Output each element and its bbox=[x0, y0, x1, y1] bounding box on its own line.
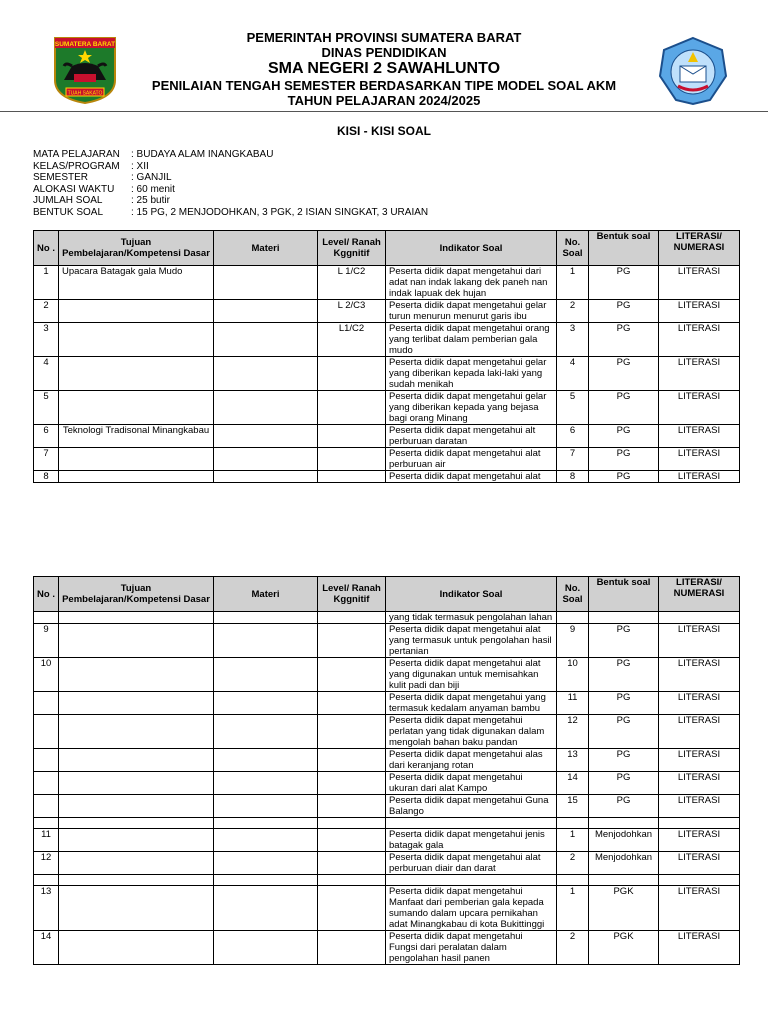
cell-no: 8 bbox=[34, 471, 59, 483]
col-header-level: Level/ Ranah Kggnitif bbox=[318, 577, 386, 612]
cell-level bbox=[318, 425, 386, 448]
cell-literasi: LITERASI bbox=[659, 772, 740, 795]
cell-materi bbox=[214, 391, 318, 425]
table-row bbox=[34, 772, 740, 795]
cell-nosoal: 15 bbox=[557, 795, 589, 818]
cell-bentuk: PG bbox=[589, 391, 659, 425]
cell-nosoal: 1 bbox=[557, 829, 589, 852]
meta-key: ALOKASI WAKTU bbox=[33, 183, 115, 195]
emblem-bottom-text: TUAH SAKATO bbox=[67, 90, 103, 97]
cell-nosoal bbox=[557, 818, 589, 829]
cell-bentuk: PG bbox=[589, 624, 659, 658]
cell-level bbox=[318, 471, 386, 483]
cell-nosoal: 4 bbox=[557, 357, 589, 391]
cell-level bbox=[318, 818, 386, 829]
col-header-nosoal: No. Soal bbox=[557, 231, 589, 266]
cell-tujuan bbox=[59, 612, 214, 624]
cell-indikator bbox=[386, 875, 557, 886]
cell-bentuk: PG bbox=[589, 658, 659, 692]
cell-materi bbox=[214, 658, 318, 692]
header-line-assessment: PENILAIAN TENGAH SEMESTER BERDASARKAN TIPE MODEL SOAL AKM bbox=[151, 78, 617, 93]
cell-nosoal: 2 bbox=[557, 300, 589, 323]
meta-row bbox=[33, 184, 428, 196]
cell-bentuk bbox=[589, 875, 659, 886]
cell-no bbox=[34, 715, 59, 749]
cell-literasi: LITERASI bbox=[659, 448, 740, 471]
cell-nosoal: 2 bbox=[557, 931, 589, 965]
table-row bbox=[34, 818, 740, 829]
col-header-indikator: Indikator Soal bbox=[386, 577, 557, 612]
cell-literasi: LITERASI bbox=[659, 425, 740, 448]
cell-tujuan bbox=[59, 624, 214, 658]
cell-level bbox=[318, 612, 386, 624]
table-row bbox=[34, 300, 740, 323]
cell-level bbox=[318, 795, 386, 818]
cell-nosoal: 1 bbox=[557, 886, 589, 931]
meta-row bbox=[33, 195, 428, 207]
cell-bentuk: PG bbox=[589, 448, 659, 471]
cell-tujuan bbox=[59, 692, 214, 715]
cell-bentuk: PG bbox=[589, 772, 659, 795]
col-header-no: No . bbox=[34, 577, 59, 612]
col-header-literasi: LITERASI/ NUMERASI bbox=[659, 231, 740, 266]
cell-materi bbox=[214, 357, 318, 391]
cell-bentuk: PG bbox=[589, 795, 659, 818]
cell-bentuk: PG bbox=[589, 425, 659, 448]
cell-literasi bbox=[659, 818, 740, 829]
cell-no: 13 bbox=[34, 886, 59, 931]
cell-nosoal: 1 bbox=[557, 266, 589, 300]
meta-key: KELAS/PROGRAM bbox=[33, 160, 120, 172]
table-row bbox=[34, 658, 740, 692]
cell-no bbox=[34, 772, 59, 795]
meta-row bbox=[33, 207, 428, 219]
cell-no: 7 bbox=[34, 448, 59, 471]
cell-indikator: Peserta didik dapat mengetahui alat bbox=[386, 471, 557, 483]
cell-level: L 1/C2 bbox=[318, 266, 386, 300]
cell-literasi: LITERASI bbox=[659, 852, 740, 875]
cell-indikator: Peserta didik dapat mengetahui Manfaat dari pemberian gala kepada sumando dalam upcara pernikahan adat Minangkabau di kota Bukittinggi bbox=[386, 886, 557, 931]
table-row bbox=[34, 391, 740, 425]
cell-materi bbox=[214, 829, 318, 852]
cell-indikator bbox=[386, 818, 557, 829]
table-row bbox=[34, 692, 740, 715]
cell-bentuk: PG bbox=[589, 266, 659, 300]
cell-bentuk: Menjodohkan bbox=[589, 852, 659, 875]
cell-indikator: Peserta didik dapat mengetahui jenis batagak gala bbox=[386, 829, 557, 852]
meta-value: : 15 PG, 2 MENJODOHKAN, 3 PGK, 2 ISIAN SINGKAT, 3 URAIAN bbox=[131, 206, 429, 218]
table-row bbox=[34, 425, 740, 448]
cell-literasi bbox=[659, 875, 740, 886]
header-divider bbox=[0, 111, 768, 112]
cell-nosoal bbox=[557, 612, 589, 624]
cell-literasi: LITERASI bbox=[659, 624, 740, 658]
cell-no bbox=[34, 818, 59, 829]
cell-tujuan bbox=[59, 300, 214, 323]
cell-bentuk: PGK bbox=[589, 931, 659, 965]
meta-value: : 25 butir bbox=[131, 195, 170, 206]
cell-tujuan bbox=[59, 391, 214, 425]
col-header-tujuan: Tujuan Pembelajaran/Kompetensi Dasar bbox=[59, 231, 214, 266]
cell-indikator: yang tidak termasuk pengolahan lahan bbox=[386, 612, 557, 624]
cell-tujuan: Teknologi Tradisonal Minangkabau bbox=[59, 425, 214, 448]
cell-no: 12 bbox=[34, 852, 59, 875]
cell-bentuk: PG bbox=[589, 749, 659, 772]
table-row bbox=[34, 829, 740, 852]
cell-nosoal: 2 bbox=[557, 852, 589, 875]
cell-bentuk: PG bbox=[589, 471, 659, 483]
cell-nosoal: 13 bbox=[557, 749, 589, 772]
cell-materi bbox=[214, 425, 318, 448]
cell-nosoal: 6 bbox=[557, 425, 589, 448]
cell-bentuk: PG bbox=[589, 323, 659, 357]
cell-no: 6 bbox=[34, 425, 59, 448]
cell-tujuan bbox=[59, 931, 214, 965]
header-line-year: TAHUN PELAJARAN 2024/2025 bbox=[287, 93, 481, 108]
meta-value: : BUDAYA ALAM INANGKABAU bbox=[131, 149, 274, 160]
cell-no bbox=[34, 875, 59, 886]
cell-bentuk bbox=[589, 612, 659, 624]
cell-level: L 2/C3 bbox=[318, 300, 386, 323]
cell-indikator: Peserta didik dapat mengetahui alat perburuan diair dan darat bbox=[386, 852, 557, 875]
cell-literasi: LITERASI bbox=[659, 749, 740, 772]
cell-no bbox=[34, 795, 59, 818]
cell-tujuan bbox=[59, 715, 214, 749]
cell-indikator: Peserta didik dapat mengetahui alt perburuan daratan bbox=[386, 425, 557, 448]
cell-level bbox=[318, 715, 386, 749]
cell-materi bbox=[214, 818, 318, 829]
cell-indikator: Peserta didik dapat mengetahui alas dari keranjang rotan bbox=[386, 749, 557, 772]
emblem-top-text: SUMATERA BARAT bbox=[54, 41, 116, 48]
col-header-bentuk: Bentuk soal bbox=[589, 577, 659, 612]
cell-nosoal: 10 bbox=[557, 658, 589, 692]
subject-metadata bbox=[33, 149, 428, 218]
cell-no: 10 bbox=[34, 658, 59, 692]
cell-no: 14 bbox=[34, 931, 59, 965]
cell-indikator: Peserta didik dapat mengetahui gelar yang diberikan kepada yang bejasa bagi orang Minang bbox=[386, 391, 557, 425]
cell-nosoal: 3 bbox=[557, 323, 589, 357]
cell-indikator: Peserta didik dapat mengetahui perlatan yang tidak digunakan dalam mengolah bahan baku pandan bbox=[386, 715, 557, 749]
cell-bentuk: PG bbox=[589, 300, 659, 323]
cell-indikator: Peserta didik dapat mengetahui Fungsi dari peralatan dalam pengolahan hasil panen bbox=[386, 931, 557, 965]
cell-level bbox=[318, 624, 386, 658]
cell-no bbox=[34, 749, 59, 772]
cell-nosoal: 5 bbox=[557, 391, 589, 425]
cell-indikator: Peserta didik dapat mengetahui yang termasuk kedalam anyaman bambu bbox=[386, 692, 557, 715]
document-header bbox=[0, 30, 768, 108]
cell-materi bbox=[214, 772, 318, 795]
cell-no: 11 bbox=[34, 829, 59, 852]
header-school-name: SMA NEGERI 2 SAWAHLUNTO bbox=[267, 60, 501, 77]
cell-no: 2 bbox=[34, 300, 59, 323]
cell-bentuk: Menjodohkan bbox=[589, 829, 659, 852]
cell-literasi: LITERASI bbox=[659, 658, 740, 692]
table-row bbox=[34, 931, 740, 965]
meta-row bbox=[33, 149, 428, 161]
col-header-indikator: Indikator Soal bbox=[386, 231, 557, 266]
kisi-table-1 bbox=[33, 230, 740, 483]
table-row bbox=[34, 448, 740, 471]
cell-tujuan bbox=[59, 875, 214, 886]
cell-tujuan bbox=[59, 658, 214, 692]
table-row bbox=[34, 875, 740, 886]
cell-materi bbox=[214, 749, 318, 772]
cell-nosoal: 14 bbox=[557, 772, 589, 795]
cell-no: 4 bbox=[34, 357, 59, 391]
cell-materi bbox=[214, 266, 318, 300]
cell-materi bbox=[214, 931, 318, 965]
meta-key: SEMESTER bbox=[33, 172, 89, 183]
cell-level bbox=[318, 875, 386, 886]
cell-literasi: LITERASI bbox=[659, 692, 740, 715]
table-row bbox=[34, 266, 740, 300]
cell-literasi: LITERASI bbox=[659, 323, 740, 357]
cell-literasi: LITERASI bbox=[659, 886, 740, 931]
cell-nosoal: 9 bbox=[557, 624, 589, 658]
table-row bbox=[34, 612, 740, 624]
cell-literasi: LITERASI bbox=[659, 795, 740, 818]
cell-materi bbox=[214, 852, 318, 875]
cell-materi bbox=[214, 795, 318, 818]
cell-literasi: LITERASI bbox=[659, 391, 740, 425]
table-row bbox=[34, 715, 740, 749]
cell-literasi: LITERASI bbox=[659, 715, 740, 749]
cell-level bbox=[318, 357, 386, 391]
meta-row bbox=[33, 172, 428, 184]
cell-indikator: Peserta didik dapat mengetahui alat perburuan air bbox=[386, 448, 557, 471]
cell-no: 9 bbox=[34, 624, 59, 658]
cell-tujuan bbox=[59, 749, 214, 772]
cell-level bbox=[318, 749, 386, 772]
table-row bbox=[34, 795, 740, 818]
cell-tujuan bbox=[59, 795, 214, 818]
cell-indikator: Peserta didik dapat mengetahui orang yang terlibat dalam pemberian gala mudo bbox=[386, 323, 557, 357]
cell-nosoal: 12 bbox=[557, 715, 589, 749]
cell-materi bbox=[214, 471, 318, 483]
cell-tujuan: Upacara Batagak gala Mudo bbox=[59, 266, 214, 300]
meta-value: : 60 menit bbox=[131, 183, 175, 195]
table-row bbox=[34, 323, 740, 357]
cell-nosoal: 7 bbox=[557, 448, 589, 471]
cell-no bbox=[34, 692, 59, 715]
col-header-no: No . bbox=[34, 231, 59, 266]
cell-materi bbox=[214, 715, 318, 749]
cell-tujuan bbox=[59, 772, 214, 795]
cell-no: 1 bbox=[34, 266, 59, 300]
table-row bbox=[34, 624, 740, 658]
col-header-nosoal: No. Soal bbox=[557, 577, 589, 612]
cell-bentuk: PG bbox=[589, 715, 659, 749]
cell-literasi: LITERASI bbox=[659, 829, 740, 852]
cell-level bbox=[318, 829, 386, 852]
cell-materi bbox=[214, 300, 318, 323]
cell-literasi: LITERASI bbox=[659, 266, 740, 300]
cell-level bbox=[318, 852, 386, 875]
meta-row bbox=[33, 161, 428, 173]
cell-level bbox=[318, 931, 386, 965]
cell-tujuan bbox=[59, 852, 214, 875]
table-row bbox=[34, 471, 740, 483]
cell-nosoal: 11 bbox=[557, 692, 589, 715]
cell-level bbox=[318, 448, 386, 471]
table-row bbox=[34, 886, 740, 931]
meta-key: BENTUK SOAL bbox=[33, 206, 104, 218]
col-header-literasi: LITERASI/ NUMERASI bbox=[659, 577, 740, 612]
meta-key: JUMLAH SOAL bbox=[33, 195, 103, 206]
cell-no: 5 bbox=[34, 391, 59, 425]
cell-literasi: LITERASI bbox=[659, 357, 740, 391]
header-line-province: PEMERINTAH PROVINSI SUMATERA BARAT bbox=[246, 30, 522, 45]
cell-tujuan bbox=[59, 818, 214, 829]
cell-no: 3 bbox=[34, 323, 59, 357]
cell-indikator: Peserta didik dapat mengetahui alat yang termasuk untuk pengolahan hasil pertanian bbox=[386, 624, 557, 658]
meta-key: MATA PELAJARAN bbox=[33, 149, 120, 160]
cell-materi bbox=[214, 886, 318, 931]
cell-materi bbox=[214, 624, 318, 658]
table-row bbox=[34, 749, 740, 772]
cell-level bbox=[318, 692, 386, 715]
cell-level bbox=[318, 391, 386, 425]
cell-literasi: LITERASI bbox=[659, 300, 740, 323]
cell-bentuk: PG bbox=[589, 357, 659, 391]
cell-materi bbox=[214, 692, 318, 715]
cell-nosoal bbox=[557, 875, 589, 886]
cell-nosoal: 8 bbox=[557, 471, 589, 483]
cell-literasi: LITERASI bbox=[659, 931, 740, 965]
cell-materi bbox=[214, 323, 318, 357]
cell-level bbox=[318, 772, 386, 795]
cell-tujuan bbox=[59, 323, 214, 357]
cell-no bbox=[34, 612, 59, 624]
cell-level: L1/C2 bbox=[318, 323, 386, 357]
col-header-tujuan: Tujuan Pembelajaran/Kompetensi Dasar bbox=[59, 577, 214, 612]
cell-indikator: Peserta didik dapat mengetahui ukuran dari alat Kampo bbox=[386, 772, 557, 795]
cell-bentuk bbox=[589, 818, 659, 829]
cell-indikator: Peserta didik dapat mengetahui dari adat nan indak lakang dek paneh nan indak lapuak dek hujan bbox=[386, 266, 557, 300]
cell-materi bbox=[214, 875, 318, 886]
cell-indikator: Peserta didik dapat mengetahui alat yang digunakan untuk memisahkan kulit padi dan biji bbox=[386, 658, 557, 692]
cell-materi bbox=[214, 612, 318, 624]
col-header-materi: Materi bbox=[214, 577, 318, 612]
table-row bbox=[34, 852, 740, 875]
page-title: KISI - KISI SOAL bbox=[336, 124, 431, 138]
cell-indikator: Peserta didik dapat mengetahui gelar turun menurun menurut garis ibu bbox=[386, 300, 557, 323]
cell-bentuk: PG bbox=[589, 692, 659, 715]
cell-tujuan bbox=[59, 448, 214, 471]
cell-literasi bbox=[659, 612, 740, 624]
cell-indikator: Peserta didik dapat mengetahui Guna Balango bbox=[386, 795, 557, 818]
col-header-materi: Materi bbox=[214, 231, 318, 266]
kisi-table-2 bbox=[33, 576, 740, 965]
cell-tujuan bbox=[59, 829, 214, 852]
cell-level bbox=[318, 658, 386, 692]
cell-tujuan bbox=[59, 886, 214, 931]
cell-indikator: Peserta didik dapat mengetahui gelar yang diberikan kepada laki-laki yang sudah menikah bbox=[386, 357, 557, 391]
cell-bentuk: PGK bbox=[589, 886, 659, 931]
cell-level bbox=[318, 886, 386, 931]
cell-literasi: LITERASI bbox=[659, 471, 740, 483]
cell-tujuan bbox=[59, 357, 214, 391]
meta-value: : XII bbox=[131, 160, 149, 172]
header-line-office: DINAS PENDIDIKAN bbox=[321, 45, 447, 60]
table-row bbox=[34, 357, 740, 391]
col-header-bentuk: Bentuk soal bbox=[589, 231, 659, 266]
cell-materi bbox=[214, 448, 318, 471]
meta-value: : GANJIL bbox=[131, 172, 172, 183]
col-header-level: Level/ Ranah Kggnitif bbox=[318, 231, 386, 266]
cell-tujuan bbox=[59, 471, 214, 483]
